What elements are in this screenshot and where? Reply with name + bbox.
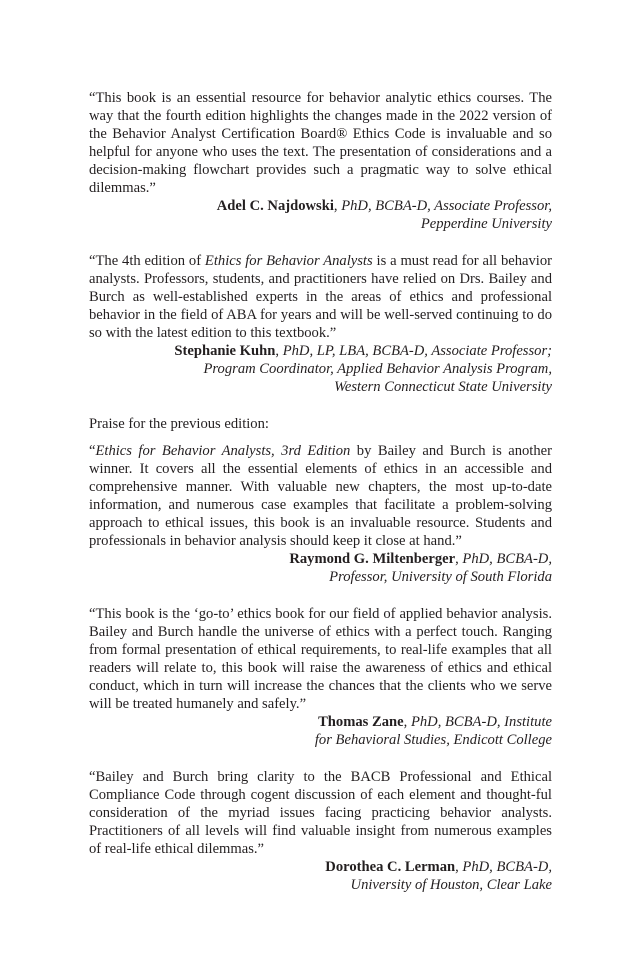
blurb-kuhn [89, 252, 552, 396]
quote-text: This book is the ‘go-to’ ethics book for our field of applied behavior analysis. Bailey and Burch handle the universe of ethics with a perfect touch. Ranging from formal presentation of ethical requirements, to real-life examples that all readers will relate to, this book will raise the awareness of ethics and ethical conduct, which in turn will increase the chances that the clients who we serve will be treated humanely and safely.” [89, 606, 552, 712]
blurb-najdowski [89, 89, 552, 233]
quote-text: Bailey and Burch bring clarity to the BACB Professional and Ethical Compliance Code through cogent discussion of each element and thought-ful consideration of the myriad issues facing practicing behavior analysts. Practitioners of all levels will find valuable insight from numerous examples of real-life ethical dilemmas.” [89, 769, 552, 857]
author-affiliation: for Behavioral Studies, Endicott College [314, 732, 552, 748]
blurb-quote [89, 442, 552, 550]
author-affiliation: Western Connecticut State University [334, 379, 552, 395]
blurb-attribution: Stephanie Kuhn, PhD, LP, LBA, BCBA-D, Associate Professor; Program Coordinator, Applied Behavior Analysis Program, Western Connecticut State University [174, 343, 552, 395]
author-name: Stephanie Kuhn [174, 343, 276, 359]
author-affiliation: University of Houston, Clear Lake [350, 877, 552, 893]
praise-page [89, 89, 552, 913]
blurb-quote [89, 252, 552, 342]
author-credentials: PhD, BCBA-D, [462, 551, 552, 567]
author-affiliation: Professor, University of South Florida [329, 569, 552, 585]
blurb-quote [89, 89, 552, 197]
blurb-attribution: Dorothea C. Lerman, PhD, BCBA-D, University of Houston, Clear Lake [325, 859, 552, 893]
blurb-quote [89, 605, 552, 713]
author-credentials: PhD, LP, LBA, BCBA-D, Associate Professor; [282, 343, 552, 359]
quote-text: by Bailey and Burch is another winner. It covers all the essential elements of ethics in an accessible and comprehensive manner. With valuable new chapters, the most up-to-date information, and numerous case examples that facilitate a problem-solving approach to ethical issues, this book is an invaluable resource. Students and professionals in behavior analysis should keep it close at hand.” [89, 443, 552, 549]
blurb-attribution: Adel C. Najdowski, PhD, BCBA-D, Associate Professor, Pepperdine University [216, 198, 552, 232]
blurb-attribution: Thomas Zane, PhD, BCBA-D, Institute for Behavioral Studies, Endicott College [314, 714, 552, 748]
open-quote-mark: “ [89, 90, 96, 106]
author-name: Adel C. Najdowski [216, 198, 334, 214]
open-quote-mark: “ [89, 606, 96, 622]
author-affiliation: Program Coordinator, Applied Behavior Analysis Program, [203, 361, 552, 377]
previous-edition-heading: Praise for the previous edition: [89, 416, 269, 432]
open-quote-mark: “ [89, 253, 96, 269]
blurb-zane [89, 605, 552, 749]
open-quote-mark: “ [89, 443, 96, 459]
book-title-italic: Ethics for Behavior Analysts, 3rd Edition [95, 443, 351, 459]
blurb-attribution: Raymond G. Miltenberger, PhD, BCBA-D, Professor, University of South Florida [289, 551, 552, 585]
quote-text: The 4th edition of [95, 253, 205, 269]
blurb-quote [89, 768, 552, 858]
author-credentials: PhD, BCBA-D, [462, 859, 552, 875]
blurb-lerman [89, 768, 552, 894]
author-name: Raymond G. Miltenberger [289, 551, 456, 567]
author-name: Thomas Zane [318, 714, 404, 730]
author-name: Dorothea C. Lerman [325, 859, 456, 875]
author-credentials: PhD, BCBA-D, Associate Professor, [341, 198, 552, 214]
author-credentials: PhD, BCBA-D, Institute [410, 714, 552, 730]
quote-text: This book is an essential resource for behavior analytic ethics courses. The way that the fourth edition highlights the changes made in the 2022 version of the Behavior Analyst Certification Board® Ethics Code is invaluable and so helpful for anyone who uses the text. The presentation of considerations and a decision-making flowchart provides such a pragmatic way to solve ethical dilemmas.” [89, 90, 552, 196]
book-title-italic: Ethics for Behavior Analysts [204, 253, 373, 269]
open-quote-mark: “ [89, 769, 96, 785]
quote-text: is a must read for all behavior analysts. Professors, students, and practitioners have relied on Drs. Bailey and Burch as well-established experts in the areas of ethics and professional behavior in the field of ABA for years and will be well-served continuing to do so with the latest edition to this textbook.” [89, 253, 552, 341]
blurb-miltenberger [89, 442, 552, 586]
author-affiliation: Pepperdine University [420, 216, 552, 232]
